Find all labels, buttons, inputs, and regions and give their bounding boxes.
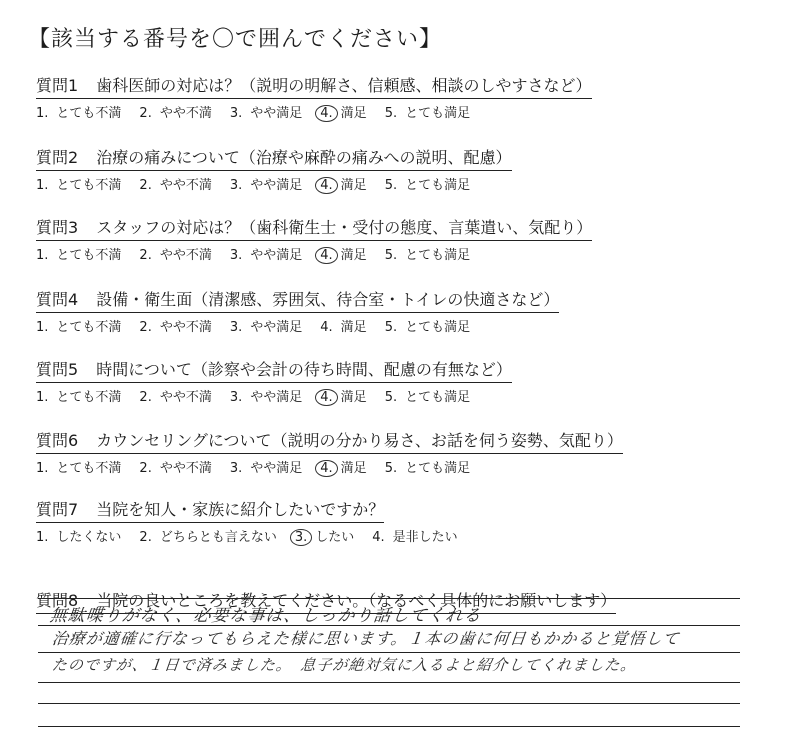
question-heading [36, 73, 592, 99]
answer-option-circled[interactable] [320, 457, 366, 477]
option-label: したい [315, 530, 355, 545]
ruled-line [38, 703, 740, 704]
option-label: 満足 [340, 320, 367, 335]
question-number: 質問1 [36, 76, 79, 95]
option-number: 1. [36, 178, 49, 193]
option-number: 5. [384, 106, 398, 121]
option-number: 5. [384, 178, 398, 193]
answer-option[interactable] [372, 526, 457, 545]
answer-option-circled[interactable] [320, 174, 366, 194]
option-label: とても不満 [56, 461, 122, 476]
option-label: 満足 [340, 461, 367, 476]
question-number: 質問7 [36, 500, 79, 519]
option-label: とても満足 [405, 178, 471, 193]
option-label: やや満足 [250, 178, 303, 193]
option-label: とても満足 [405, 320, 471, 335]
option-label: やや不満 [159, 390, 212, 405]
option-label: やや不満 [159, 461, 212, 476]
option-number: 2. [139, 390, 152, 405]
option-number: 4. [372, 530, 385, 545]
option-number: 2. [139, 106, 152, 121]
option-label: やや満足 [250, 461, 303, 476]
answer-option[interactable] [36, 457, 121, 476]
ruled-line [38, 726, 740, 727]
answer-option-circled[interactable] [320, 102, 366, 122]
question-number: 質問2 [36, 148, 79, 167]
option-number: 4. [315, 177, 337, 194]
answer-option[interactable] [139, 457, 211, 476]
answer-option-circled[interactable] [320, 244, 366, 264]
question-text: 歯科医師の対応は？（説明の明解さ、信頼感、相談のしやすさなど） [96, 76, 592, 95]
answer-option[interactable] [385, 457, 470, 476]
option-number: 3. [229, 178, 243, 193]
answer-option[interactable] [320, 316, 366, 335]
answer-option-circled[interactable] [295, 526, 354, 546]
option-number: 3. [229, 248, 243, 263]
answer-option[interactable] [36, 102, 121, 121]
question-text: スタッフの対応は？（歯科衛生士・受付の態度、言葉遣い、気配り） [96, 218, 593, 237]
answer-option[interactable] [230, 174, 302, 193]
answer-option[interactable] [230, 457, 302, 476]
question-4 [36, 287, 559, 335]
option-number: 4. [315, 105, 337, 122]
option-number: 3. [229, 390, 243, 405]
answer-option[interactable] [139, 102, 211, 121]
answer-options [36, 457, 623, 477]
option-label: とても不満 [56, 178, 122, 193]
option-number: 3. [290, 529, 312, 546]
page-title: 【該当する番号を〇で囲んでください】 [28, 27, 443, 52]
answer-option[interactable] [385, 316, 470, 335]
question-number: 質問3 [36, 218, 79, 237]
option-number: 2. [139, 530, 152, 545]
option-label: どちらとも言えない [159, 530, 277, 545]
question-number: 質問6 [36, 431, 79, 450]
question-2 [36, 145, 512, 194]
answer-option[interactable] [385, 102, 470, 121]
question-6 [36, 428, 623, 477]
answer-options [36, 174, 512, 194]
answer-options [36, 316, 559, 335]
option-number: 4. [315, 460, 337, 477]
handwritten-answer-line-2: 治療が適確に行なってもらえた様に思います。１本の歯に何日もかかると覚悟して [50, 629, 681, 648]
question-text: カウンセリングについて（説明の分かり易さ、お話を伺う姿勢、気配り） [96, 431, 623, 450]
answer-option[interactable] [36, 386, 121, 405]
question-heading [36, 357, 512, 383]
answer-option[interactable] [385, 386, 470, 405]
option-label: やや不満 [159, 320, 212, 335]
option-label: やや満足 [250, 320, 303, 335]
answer-options [36, 244, 592, 264]
question-3 [36, 215, 592, 264]
option-number: 2. [139, 248, 152, 263]
option-number: 4. [315, 389, 337, 406]
answer-option[interactable] [139, 386, 211, 405]
question-text: 設備・衛生面（清潔感、雰囲気、待合室・トイレの快適さなど） [96, 290, 560, 309]
option-label: とても満足 [405, 106, 471, 121]
answer-option[interactable] [230, 244, 302, 263]
question-7 [36, 497, 476, 546]
question-heading [36, 145, 512, 171]
option-number: 5. [384, 248, 398, 263]
handwritten-answer-line-1: 無駄喋りがなく、必要な事は、しっかり話してくれる [48, 606, 483, 626]
answer-option[interactable] [230, 386, 302, 405]
option-number: 1. [36, 106, 49, 121]
question-heading [36, 497, 384, 523]
ruled-line [38, 652, 740, 653]
option-number: 5. [384, 390, 398, 405]
question-text: 治療の痛みについて（治療や麻酔の痛みへの説明、配慮） [96, 148, 512, 167]
option-label: 満足 [340, 248, 367, 263]
option-number: 3. [229, 106, 243, 121]
answer-option[interactable] [36, 244, 121, 263]
answer-option[interactable] [385, 174, 470, 193]
option-label: とても満足 [405, 390, 471, 405]
question-number: 質問5 [36, 360, 79, 379]
question-text: 当院を知人・家族に紹介したいですか？ [96, 500, 385, 519]
option-number: 2. [139, 178, 152, 193]
answer-option[interactable] [139, 244, 211, 263]
option-label: とても不満 [56, 106, 122, 121]
answer-option[interactable] [36, 526, 121, 545]
option-label: とても不満 [56, 390, 122, 405]
option-number: 5. [384, 320, 398, 335]
option-number: 4. [320, 320, 333, 335]
ruled-line [38, 598, 740, 599]
answer-option[interactable] [139, 526, 276, 545]
answer-option[interactable] [230, 316, 302, 335]
option-label: やや満足 [250, 106, 303, 121]
option-number: 4. [315, 247, 337, 264]
option-label: とても満足 [405, 461, 471, 476]
question-heading [36, 428, 623, 454]
answer-option[interactable] [36, 316, 121, 335]
option-number: 2. [139, 320, 152, 335]
option-label: 満足 [340, 178, 367, 193]
answer-option[interactable] [230, 102, 302, 121]
answer-options [36, 386, 512, 406]
question-1 [36, 73, 592, 122]
answer-option[interactable] [385, 244, 470, 263]
option-number: 3. [229, 461, 243, 476]
option-label: 是非したい [392, 530, 458, 545]
question-text: 時間について（診察や会計の待ち時間、配慮の有無など） [96, 360, 512, 379]
option-label: とても満足 [405, 248, 471, 263]
question-heading [36, 215, 592, 241]
option-number: 5. [384, 461, 398, 476]
option-number: 1. [36, 461, 49, 476]
answer-option[interactable] [139, 174, 211, 193]
option-label: とても不満 [56, 320, 122, 335]
option-number: 1. [36, 530, 49, 545]
answer-options [36, 102, 592, 122]
option-label: とても不満 [56, 248, 122, 263]
question-heading [36, 287, 559, 313]
option-label: 満足 [340, 106, 367, 121]
option-label: やや不満 [159, 248, 212, 263]
question-number: 質問4 [36, 290, 79, 309]
answer-option-circled[interactable] [320, 386, 366, 406]
option-label: したくない [56, 530, 122, 545]
answer-option[interactable] [36, 174, 121, 193]
option-number: 3. [229, 320, 243, 335]
option-label: 満足 [340, 390, 367, 405]
option-label: やや満足 [250, 248, 303, 263]
option-label: やや不満 [159, 106, 212, 121]
question-text: 当院の良いところを教えてください。（なるべく具体的にお願いします） [96, 591, 617, 610]
option-number: 1. [36, 248, 49, 263]
question-5 [36, 357, 512, 406]
option-label: やや不満 [159, 178, 212, 193]
ruled-line [38, 682, 740, 683]
answer-options [36, 526, 476, 546]
option-label: やや満足 [250, 390, 303, 405]
option-number: 2. [139, 461, 152, 476]
question-number: 質問8 [36, 591, 79, 610]
handwritten-answer-line-3: たのですが、１日で済みました。 息子が絶対気に入るよと紹介してくれました。 [51, 656, 638, 674]
option-number: 1. [36, 390, 49, 405]
answer-option[interactable] [139, 316, 211, 335]
option-number: 1. [36, 320, 49, 335]
